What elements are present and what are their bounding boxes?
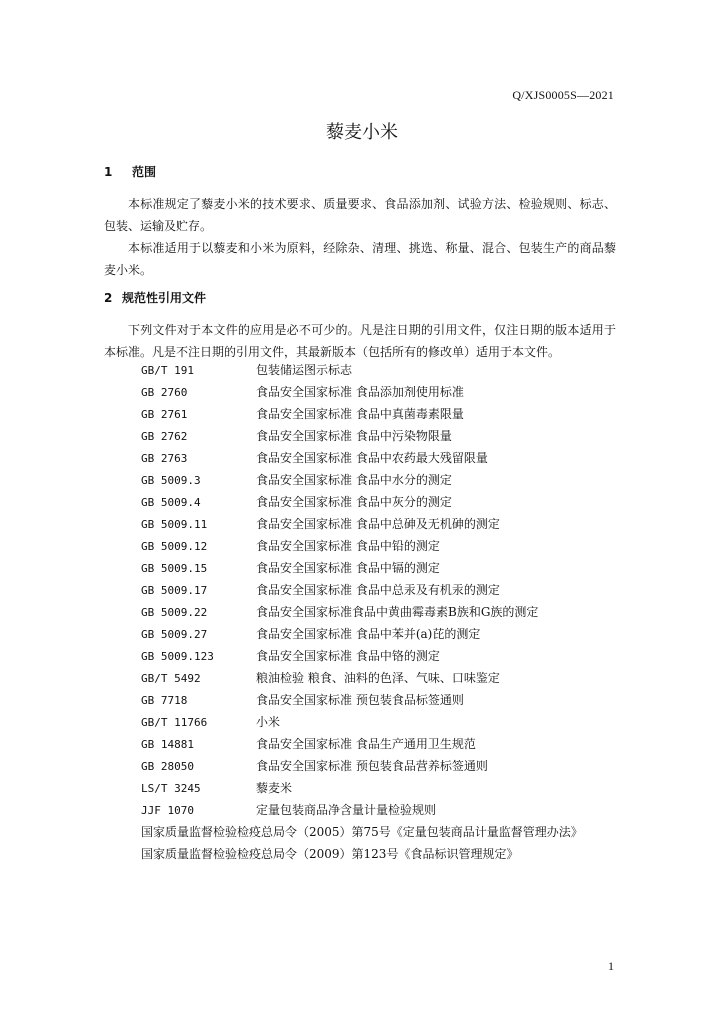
reference-title: 粮油检验 粮食、油料的色泽、气味、口味鉴定 bbox=[256, 671, 500, 685]
reference-title: 藜麦米 bbox=[256, 781, 293, 795]
reference-code: GB 2760 bbox=[141, 386, 188, 399]
reference-title: 食品安全国家标准 预包装食品营养标签通则 bbox=[256, 759, 488, 773]
reference-code: LS/T 3245 bbox=[141, 782, 201, 795]
reference-code: GB 2762 bbox=[141, 430, 188, 443]
reference-code: GB/T 191 bbox=[141, 364, 194, 377]
decree-reference: 国家质量监督检验检疫总局令（2009）第123号《食品标识管理规定》 bbox=[141, 847, 519, 861]
section-1-paragraph-1: 本标准规定了藜麦小米的技术要求、质量要求、食品添加剂、试验方法、检验规则、标志、包装、运输及贮存。 bbox=[104, 197, 616, 233]
reference-title: 食品安全国家标准 食品中铅的测定 bbox=[256, 539, 440, 553]
reference-item bbox=[141, 733, 621, 755]
section-1-paragraph-2: 本标准适用于以藜麦和小米为原料，经除杂、清理、挑选、称量、混合、包装生产的商品藜麦小米。 bbox=[104, 241, 616, 277]
reference-item bbox=[141, 777, 621, 799]
document-title: 藜麦小米 bbox=[326, 122, 398, 143]
reference-item bbox=[141, 359, 621, 381]
reference-item bbox=[141, 447, 621, 469]
reference-code: JJF 1070 bbox=[141, 804, 194, 817]
reference-item bbox=[141, 513, 621, 535]
decree-reference: 国家质量监督检验检疫总局令（2005）第75号《定量包装商品计量监督管理办法》 bbox=[141, 825, 583, 839]
reference-item bbox=[141, 579, 621, 601]
section-1-title: 范围 bbox=[132, 165, 157, 179]
reference-code: GB 5009.11 bbox=[141, 518, 208, 531]
reference-title: 食品安全国家标准 食品中污染物限量 bbox=[256, 429, 452, 443]
reference-code: GB/T 5492 bbox=[141, 672, 201, 685]
reference-code: GB 5009.22 bbox=[141, 606, 208, 619]
reference-title: 食品安全国家标准 食品中总砷及无机砷的测定 bbox=[256, 517, 500, 531]
reference-title: 食品安全国家标准 食品中农药最大残留限量 bbox=[256, 451, 488, 465]
reference-title: 食品安全国家标准 食品中总汞及有机汞的测定 bbox=[256, 583, 500, 597]
section-2-intro: 下列文件对于本文件的应用是必不可少的。凡是注日期的引用文件，仅注日期的版本适用于本标准。凡是不注日期的引用文件，其最新版本（包括所有的修改单）适用于本文件。 bbox=[104, 323, 616, 359]
reference-item bbox=[141, 535, 621, 557]
reference-item bbox=[141, 645, 621, 667]
section-2-title: 规范性引用文件 bbox=[122, 291, 207, 305]
reference-code: GB 2761 bbox=[141, 408, 188, 421]
reference-title: 食品安全国家标准食品中黄曲霉毒素B族和G族的测定 bbox=[256, 605, 539, 619]
reference-item bbox=[141, 491, 621, 513]
reference-code: GB 5009.3 bbox=[141, 474, 201, 487]
reference-item bbox=[141, 755, 621, 777]
reference-code: GB 5009.17 bbox=[141, 584, 208, 597]
reference-code: GB 5009.4 bbox=[141, 496, 201, 509]
document-code: Q/XJS0005S—2021 bbox=[512, 88, 614, 102]
section-1-heading bbox=[104, 163, 156, 180]
reference-title: 小米 bbox=[256, 715, 281, 729]
section-1-number: 1 bbox=[104, 165, 113, 179]
reference-title: 食品安全国家标准 食品生产通用卫生规范 bbox=[256, 737, 476, 751]
reference-title: 食品安全国家标准 食品中铬的测定 bbox=[256, 649, 440, 663]
reference-title: 食品安全国家标准 食品中灰分的测定 bbox=[256, 495, 452, 509]
reference-title: 食品安全国家标准 食品中镉的测定 bbox=[256, 561, 440, 575]
reference-item bbox=[141, 403, 621, 425]
reference-title: 包装储运图示标志 bbox=[256, 363, 353, 377]
reference-title: 食品安全国家标准 预包装食品标签通则 bbox=[256, 693, 464, 707]
section-2-number: 2 bbox=[104, 291, 113, 305]
reference-code: GB 5009.123 bbox=[141, 650, 214, 663]
reference-item bbox=[141, 601, 621, 623]
reference-title: 食品安全国家标准 食品中水分的测定 bbox=[256, 473, 452, 487]
reference-code: GB 7718 bbox=[141, 694, 188, 707]
reference-item bbox=[141, 425, 621, 447]
reference-code: GB/T 11766 bbox=[141, 716, 208, 729]
reference-code: GB 5009.15 bbox=[141, 562, 208, 575]
reference-item bbox=[141, 623, 621, 645]
reference-code: GB 5009.27 bbox=[141, 628, 208, 641]
reference-item bbox=[141, 381, 621, 403]
reference-title: 食品安全国家标准 食品中真菌毒素限量 bbox=[256, 407, 464, 421]
reference-item bbox=[141, 469, 621, 491]
page-number: 1 bbox=[608, 959, 614, 973]
section-2-heading bbox=[104, 289, 206, 306]
reference-item bbox=[141, 557, 621, 579]
reference-code: GB 5009.12 bbox=[141, 540, 208, 553]
reference-item bbox=[141, 799, 621, 821]
reference-item bbox=[141, 667, 621, 689]
reference-title: 定量包装商品净含量计量检验规则 bbox=[256, 803, 437, 817]
reference-title: 食品安全国家标准 食品中苯并(a)芘的测定 bbox=[256, 627, 481, 641]
reference-item bbox=[141, 711, 621, 733]
reference-code: GB 14881 bbox=[141, 738, 194, 751]
reference-code: GB 28050 bbox=[141, 760, 194, 773]
reference-title: 食品安全国家标准 食品添加剂使用标准 bbox=[256, 385, 464, 399]
reference-item bbox=[141, 689, 621, 711]
reference-list bbox=[141, 359, 621, 865]
reference-code: GB 2763 bbox=[141, 452, 188, 465]
